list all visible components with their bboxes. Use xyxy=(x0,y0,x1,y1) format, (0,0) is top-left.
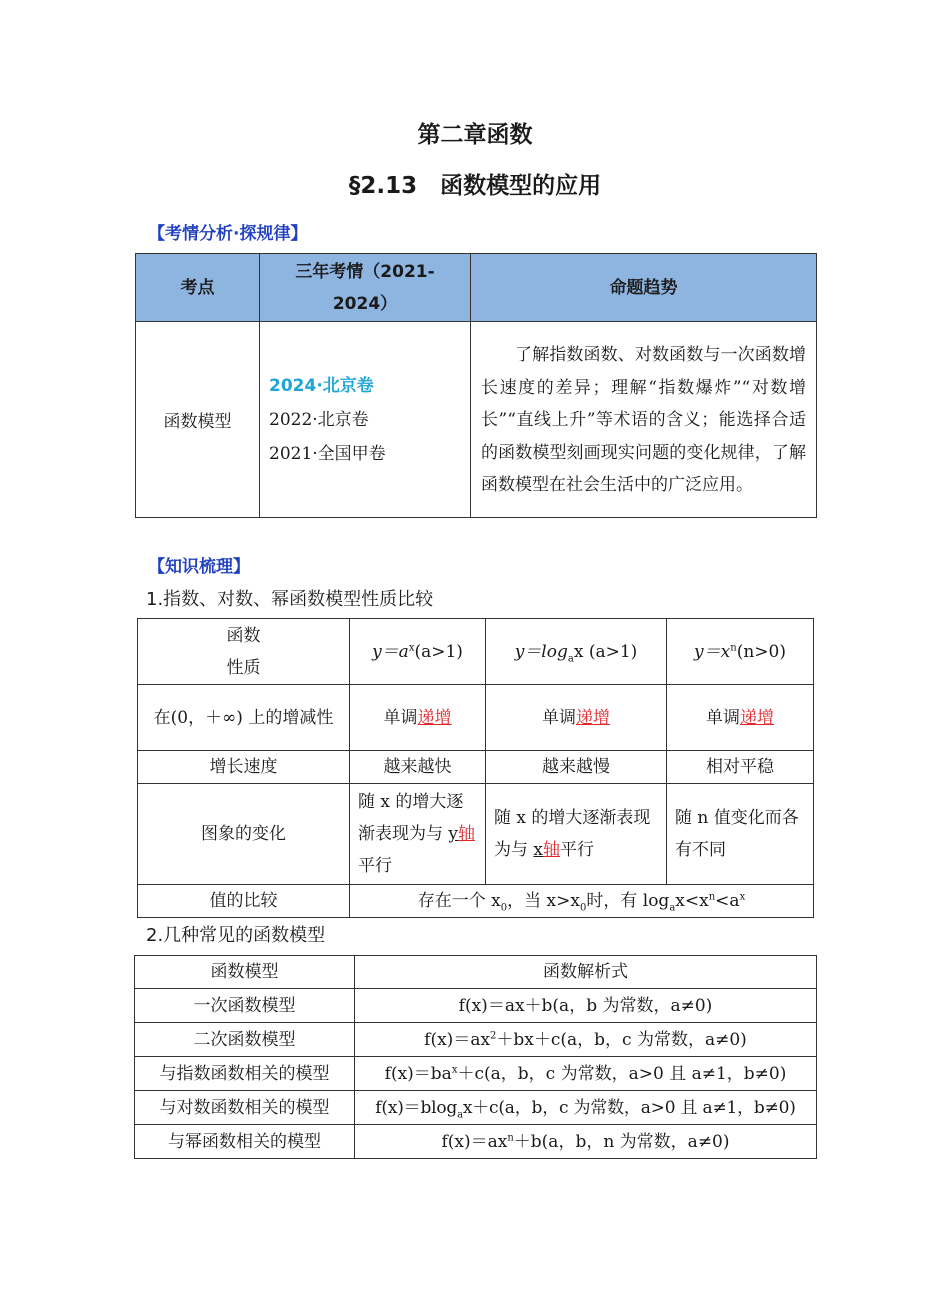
model-formula: $f(x)=ax^n+b(a$，b，n 为常数，a≠0) xyxy=(355,1125,817,1159)
trend-text: 了解指数函数、对数函数与一次函数增长速度的差异；理解“指数爆炸”“对数增长”“直线上升”等术语的含义；能选择合适的函数模型刻画现实问题的变化规律，了解函数模型在社会生活中的广泛应用。 xyxy=(481,345,806,496)
header-exams: 三年考情（2021-2024） xyxy=(260,254,471,322)
corner-cell xyxy=(138,619,350,685)
col-power: $y=x^n(n>0)$ xyxy=(667,619,814,685)
models-header-name: 函数模型 xyxy=(135,956,355,989)
section1-label: 【考情分析·探规律】 xyxy=(148,224,308,244)
exam-item: 2022·北京卷 xyxy=(269,409,369,430)
graph-pow: 随 n 值变化而各有不同 xyxy=(667,784,814,885)
trend-cell xyxy=(471,322,817,518)
exam-item: 2024·北京卷 xyxy=(269,375,374,396)
model-name: 一次函数模型 xyxy=(135,989,355,1023)
compare-cell: 存在一个 $x_0$，当 $x>x_0$时，有 $\log_ax<x^n<a^x$ xyxy=(350,885,814,918)
row-label-compare: 值的比较 xyxy=(138,885,350,918)
graph-exp: 随 x 的增大逐渐表现为与 y轴平行 xyxy=(350,784,486,885)
models-table xyxy=(134,955,817,1159)
exams-cell xyxy=(260,322,471,518)
header-trend: 命题趋势 xyxy=(471,254,817,322)
model-name: 与对数函数相关的模型 xyxy=(135,1091,355,1125)
mono-pow: 单调递增 xyxy=(667,685,814,751)
row-label-graph: 图象的变化 xyxy=(138,784,350,885)
row-label-speed: 增长速度 xyxy=(138,751,350,784)
model-name: 与幂函数相关的模型 xyxy=(135,1125,355,1159)
exam-item: 2021·全国甲卷 xyxy=(269,443,386,464)
corner-line: 性质 xyxy=(226,657,261,678)
speed-log: 越来越慢 xyxy=(486,751,667,784)
mono-log: 单调递增 xyxy=(486,685,667,751)
mono-exp: 单调递增 xyxy=(350,685,486,751)
section2-label: 【知识梳理】 xyxy=(148,557,250,577)
col-logarithmic: $y=\log_ax$ (a>1) xyxy=(486,619,667,685)
exam-analysis-table xyxy=(135,253,817,518)
heading-comparison: 1.指数、对数、幂函数模型性质比较 xyxy=(146,589,434,610)
comparison-table xyxy=(137,618,814,918)
col-exponential: $y=a^x(a>1)$ xyxy=(350,619,486,685)
topic-cell: 函数模型 xyxy=(136,322,260,518)
speed-pow: 相对平稳 xyxy=(667,751,814,784)
model-formula: $f(x)=ax^2+bx+c(a$，b，c 为常数，a≠0) xyxy=(355,1023,817,1057)
speed-exp: 越来越快 xyxy=(350,751,486,784)
model-formula: f(x)＝blog$_a$x＋c(a，b，c 为常数，a>0 且 a≠1，b≠0) xyxy=(355,1091,817,1125)
model-formula: f(x)＝ax＋b(a，b 为常数，a≠0) xyxy=(355,989,817,1023)
section-title: §2.13 函数模型的应用 xyxy=(348,173,602,199)
model-name: 与指数函数相关的模型 xyxy=(135,1057,355,1091)
heading-models: 2.几种常见的函数模型 xyxy=(146,925,326,946)
model-formula: $f(x)=ba^x+c(a$，b，c 为常数，a>0 且 a≠1，b≠0) xyxy=(355,1057,817,1091)
corner-line: 函数 xyxy=(226,625,261,646)
row-label-monotonic: 在(0，＋∞) 上的增减性 xyxy=(138,685,350,751)
models-header-formula: 函数解析式 xyxy=(355,956,817,989)
header-topic: 考点 xyxy=(136,254,260,322)
chapter-title: 第二章函数 xyxy=(417,122,533,148)
model-name: 二次函数模型 xyxy=(135,1023,355,1057)
graph-log: 随 x 的增大逐渐表现为与 x轴平行 xyxy=(486,784,667,885)
